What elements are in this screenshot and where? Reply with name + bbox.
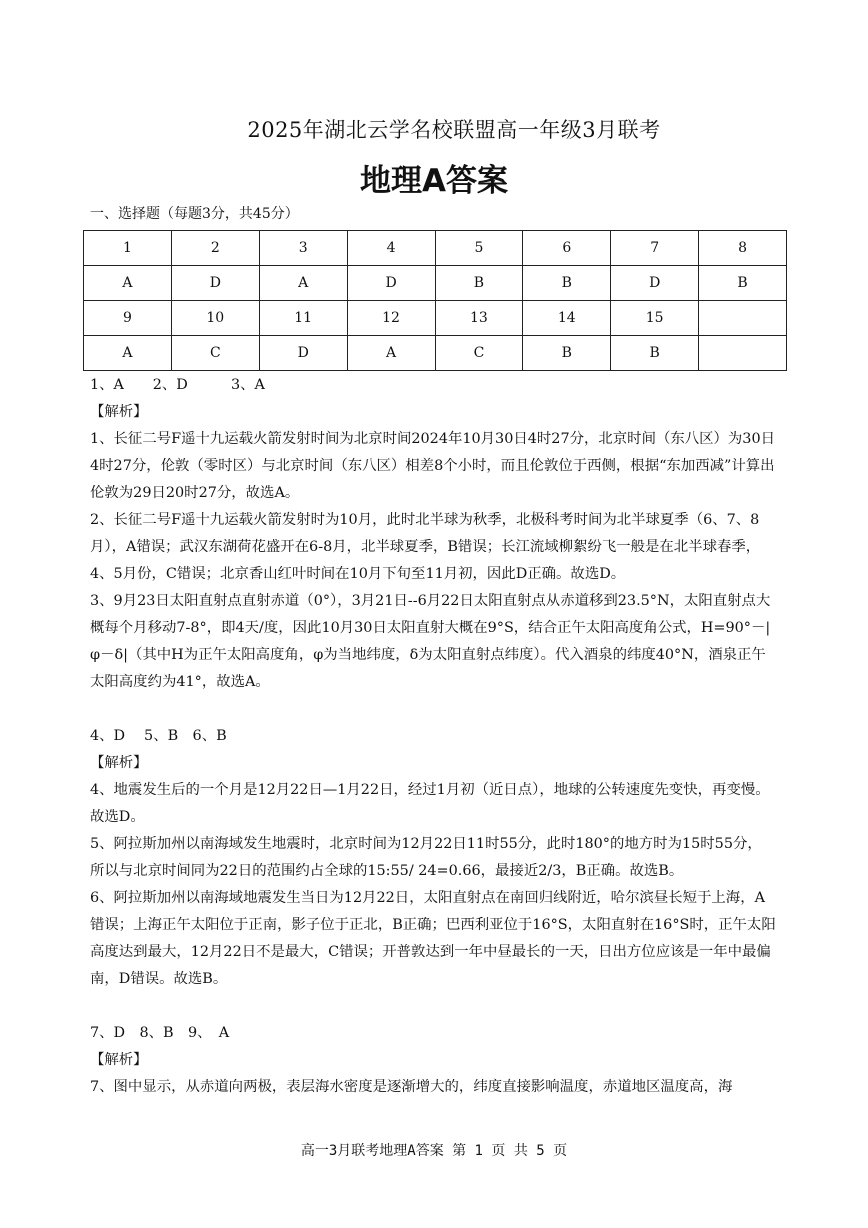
answer-cell: B: [611, 336, 699, 371]
question-number-cell: 5: [435, 231, 523, 266]
explanation-paragraph: 4、地震发生后的一个月是12月22日—1月22日，经过1月初（近日点），地球的公转速度先变快，再变慢。故选D。: [90, 782, 770, 825]
explanations: [90, 372, 776, 1101]
answer-cell: B: [523, 336, 611, 371]
question-number-cell: [699, 301, 787, 336]
answer-cell: D: [171, 266, 259, 301]
answer-line: 7、D 8、B 9、 A: [90, 1025, 230, 1041]
analysis-label: 【解析】: [90, 1052, 148, 1068]
question-number-cell: 11: [259, 301, 347, 336]
explanation-paragraph: 6、阿拉斯加州以南海域地震发生当日为12月22日，太阳直射点在南回归线附近，哈尔滨昼长短于上海，A错误；上海正午太阳位于正南，影子位于正北，B正确；巴西利亚位于16°S，太阳直射在16°S时，正午太阳高度达到最大，12月22日不是最大，C错误；开普敦达到一年中昼最长的一天，日出方位应该是一年中最偏南，D错误。故选B。: [90, 890, 776, 987]
answer-row: [84, 266, 787, 301]
question-number-cell: 8: [699, 231, 787, 266]
page-footer: 高一3月联考地理A答案 第 1 页 共 5 页: [300, 1143, 568, 1159]
explanation-paragraph: 2、长征二号F遥十九运载火箭发射时为10月，此时北半球为秋季，北极科考时间为北半球夏季（6、7、8月），A错误；武汉东湖荷花盛开在6-8月，北半球夏季，B错误；长江流域柳絮纷飞一般是在北半球春季，4、5月份，C错误；北京香山红叶时间在10月下旬至11月初，因此D正确。故选D。: [90, 512, 761, 582]
explanation-paragraph: 3、9月23日太阳直射点直射赤道（0°），3月21日--6月22日太阳直射点从赤道移到23.5°N，太阳直射点大概每个月移动7-8°，即4天/度，因此10月30日太阳直射大概在9°S，结合正午太阳高度角公式，H=90°－|φ－δ|（其中H为正午太阳高度角，φ为当地纬度，δ为太阳直射点纬度）。代入酒泉的纬度40°N，酒泉正午太阳高度约为41°，故选A。: [90, 593, 771, 690]
question-number-cell: 1: [84, 231, 172, 266]
analysis-label: 【解析】: [90, 404, 148, 420]
answer-row: [84, 336, 787, 371]
answer-line: 1、A 2、D 3、A: [90, 377, 265, 393]
question-number-cell: 13: [435, 301, 523, 336]
page-title: 地理A答案: [360, 163, 508, 199]
question-number-cell: 12: [347, 301, 435, 336]
answer-cell: B: [435, 266, 523, 301]
answer-cell: C: [171, 336, 259, 371]
question-number-row: [84, 301, 787, 336]
question-number-cell: 14: [523, 301, 611, 336]
answer-group: [90, 372, 776, 696]
question-number-cell: 4: [347, 231, 435, 266]
analysis-label: 【解析】: [90, 755, 148, 771]
answer-cell: D: [259, 336, 347, 371]
answer-cell: A: [259, 266, 347, 301]
question-number-cell: 9: [84, 301, 172, 336]
explanation-paragraph: 1、长征二号F遥十九运载火箭发射时间为北京时间2024年10月30日4时27分，北京时间（东八区）为30日4时27分，伦敦（零时区）与北京时间（东八区）相差8个小时，而且伦敦位于西侧，根据“东加西减”计算出伦敦为29日20时27分，故选A。: [90, 431, 776, 501]
section-heading: 一、选择题（每题3分，共45分）: [90, 206, 299, 222]
answer-cell: A: [347, 336, 435, 371]
answer-cell: D: [347, 266, 435, 301]
answer-cell: C: [435, 336, 523, 371]
answer-table: [83, 230, 787, 371]
answer-group: [90, 1020, 776, 1101]
answer-cell: A: [84, 266, 172, 301]
question-number-cell: 3: [259, 231, 347, 266]
answer-cell: D: [611, 266, 699, 301]
question-number-cell: 2: [171, 231, 259, 266]
answer-cell: A: [84, 336, 172, 371]
answer-cell: B: [523, 266, 611, 301]
question-number-cell: 7: [611, 231, 699, 266]
question-number-row: [84, 231, 787, 266]
exam-title: 2025年湖北云学名校联盟高一年级3月联考: [247, 118, 661, 142]
explanation-paragraph: 5、阿拉斯加州以南海域发生地震时，北京时间为12月22日11时55分，此时180°的地方时为15时55分，所以与北京时间同为22日的范围约占全球的15:55/ 24=0.66，最接近2/3，B正确。故选B。: [90, 836, 762, 879]
answer-line: 4、D 5、B 6、B: [90, 728, 227, 744]
question-number-cell: 10: [171, 301, 259, 336]
answer-group: [90, 723, 776, 993]
answer-cell: B: [699, 266, 787, 301]
question-number-cell: 6: [523, 231, 611, 266]
explanation-paragraph: 7、图中显示，从赤道向两极，表层海水密度是逐渐增大的，纬度直接影响温度，赤道地区温度高，海: [90, 1079, 733, 1095]
question-number-cell: 15: [611, 301, 699, 336]
answer-cell: [699, 336, 787, 371]
